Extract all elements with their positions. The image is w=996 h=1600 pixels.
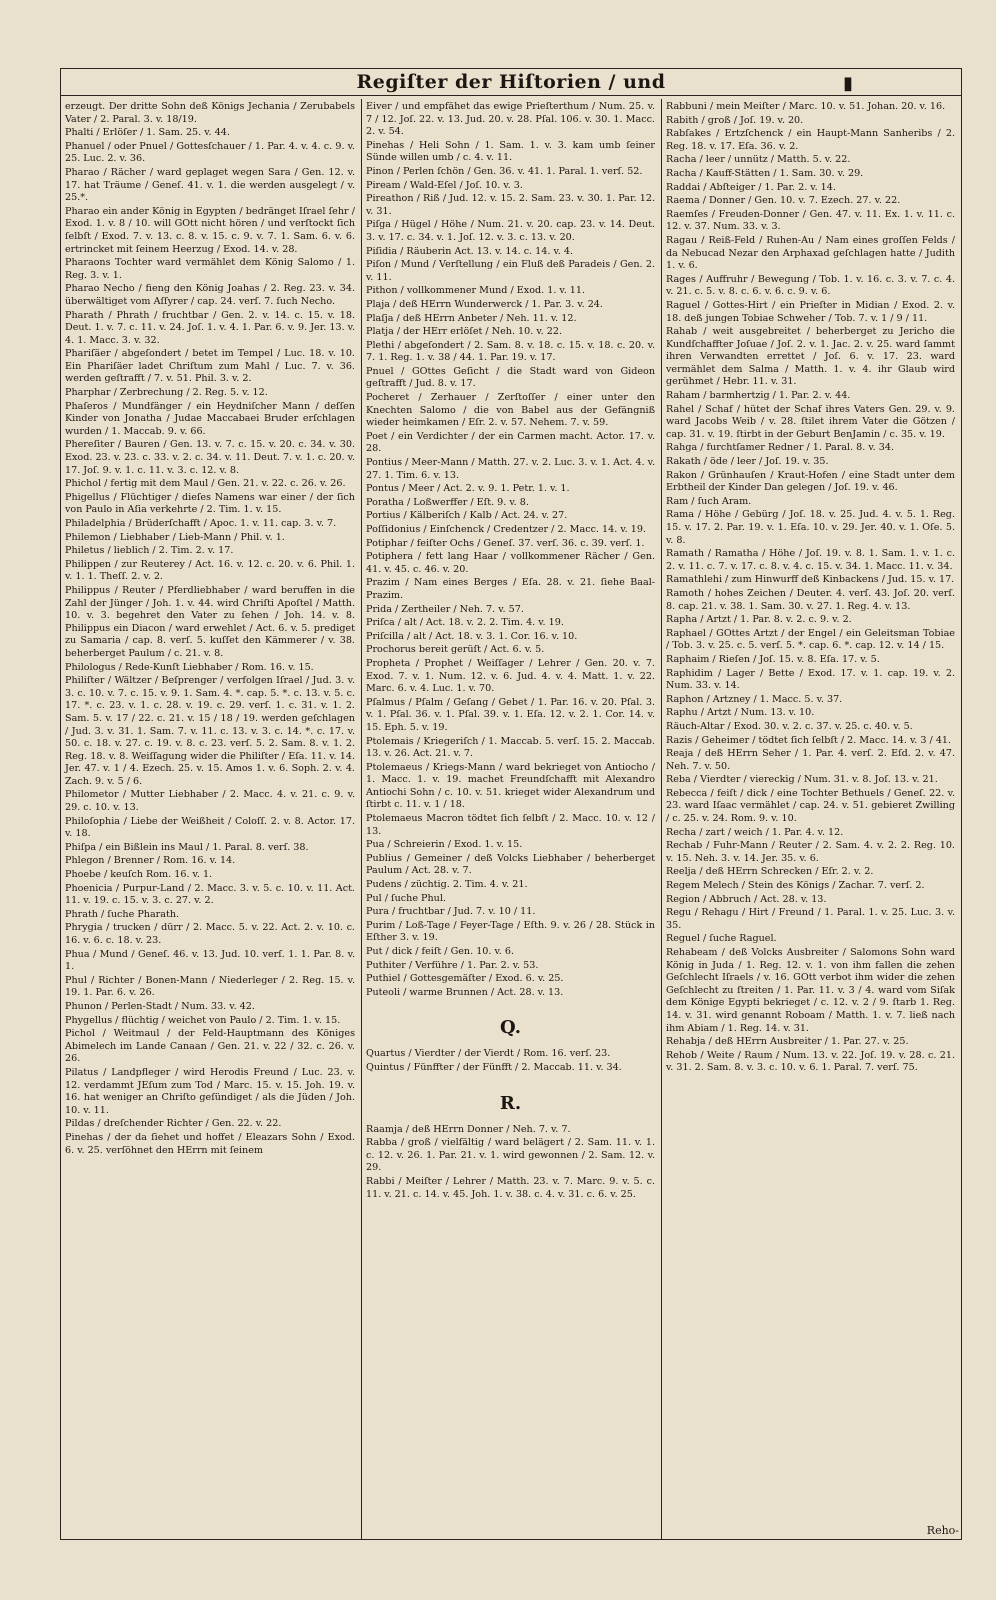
register-entry: Purim / Loß-Tage / Feyer-Tage / Eſth. 9. v. 26 / 28. Stück in Eſther 3. v. 19. (366, 919, 655, 944)
register-entry: Pharath / Phrath / fruchtbar / Gen. 2. v. 14. c. 15. v. 18. Deut. 1. v. 7. c. 11. v. 24. Joſ. 1. v. 4. 1. Par. 6. v. 9. Jer. 13. v. 4. 1. Macc. 3. v. 32. (65, 309, 355, 346)
register-entry: Region / Abbruch / Act. 28. v. 13. (666, 893, 827, 905)
register-entry: Pua / Schreierin / Exod. 1. v. 15. (366, 839, 523, 851)
register-entry: Pontius / Meer-Mann / Matth. 27. v. 2. Luc. 3. v. 1. Act. 4. v. 27. 1. Tim. 6. v. 13. (366, 457, 655, 481)
register-entry: Pharao ein ander König in Egypten / bedränget Iſrael ſehr / Exod. 1. v. 8 / 10. will GOtt nicht hören / und verſtockt ſich ſelbſt / Exod. 7. v. 13. c. 8. v. 15. c. 9. v. 7. 1. Sam. 6. v. 6. ertrincket mit ſeinem Heerzug / Exod. 14. v. 28. (65, 205, 355, 255)
register-entry: Priſca / alt / Act. 18. v. 2. 2. Tim. 4. v. 19. (366, 617, 564, 629)
register-entry: Philiſter / Wältzer / Beſprenger / verfolgen Iſrael / Jud. 3. v. 3. c. 10. v. 7. c. 15. v. 9. 1. Sam. 4. *. cap. 5. *. c. 13. v. 5. c. 17. *. c. 23. v. 1. c. 28. v. 19. c. 29. verſ. 1. c. 31. v. 1. 2. Sam. 5. v. 17 / 22. c. 21. v. 15 / 18 / 19. werden geſchlagen / Jud. 3. v. 31. 1. Sam. 7. v. 11. c. 13. v. 3. c. 14. *. c. 17. v. 50. c. 18. v. 27. c. 19. v. 8. c. 23. verſ. 5. 2. Sam. 8. v. 1. 2. Reg. 18. v. 8. Weiſſagung wider die Philiſter / Eſa. 11. v. 14. Jer. 47. v. 1 / 4. Ezech. 25. v. 15. Amos 1. v. 6. Soph. 2. v. 4. Zach. 9. v. 5 / 6. (65, 675, 355, 787)
register-entry: Racha / leer / unnütz / Matth. 5. v. 22. (666, 154, 851, 166)
register-entry: Raamja / deß HErrn Donner / Neh. 7. v. 7. (366, 1123, 571, 1135)
register-entry: Pharao Necho / fieng den König Joahas / 2. Reg. 23. v. 34. überwältiget vom Aſſyrer / cap. 24. verſ. 7. ſuch Necho. (65, 283, 355, 307)
register-entry: Puteoli / warme Brunnen / Act. 28. v. 13. (366, 986, 564, 998)
column-1 (61, 99, 359, 1539)
register-entry: Rakath / öde / leer / Joſ. 19. v. 35. (666, 456, 829, 468)
register-entry: Philometor / Mutter Liebhaber / 2. Macc. 4. v. 21. c. 9. v. 29. c. 10. v. 13. (65, 789, 355, 814)
register-entry: Ptolemaeus Macron tödtet ſich ſelbſt / 2. Macc. 10. v. 12 / 13. (366, 813, 655, 837)
register-entry: Reba / Vierdter / viereckig / Num. 31. v. 8. Joſ. 13. v. 21. (666, 774, 938, 786)
register-entry: Pocheret / Zerhauer / Zerſtoſſer / einer unter den Knechten Salomo / die von Babel aus der Gefängniß wieder heimkamen / Eſr. 2. v. 57. Nehem. 7. v. 59. (366, 392, 655, 429)
register-entry: Philologus / Rede-Kunſt Liebhaber / Rom. 16. v. 15. (65, 661, 314, 673)
register-entry: Phua / Mund / Geneſ. 46. v. 13. Jud. 10. verſ. 1. 1. Par. 8. v. 1. (65, 948, 355, 973)
register-columns (61, 99, 961, 1539)
register-entry: Ramathlehi / zum Hinwurff deß Kinbackens / Jud. 15. v. 17. (666, 574, 955, 586)
register-entry: Prazim / Nam eines Berges / Eſa. 28. v. 21. ſiehe Baal-Prazim. (366, 577, 655, 601)
register-entry: Regu / Rehagu / Hirt / Freund / 1. Paral. 1. v. 25. Luc. 3. v. 35. (666, 907, 955, 931)
register-entry: Piream / Wald-Eſel / Joſ. 10. v. 3. (366, 179, 523, 191)
register-entry: Ram / ſuch Aram. (666, 495, 752, 507)
register-entry: Pinehas / der da ſiehet und hoffet / Eleazars Sohn / Exod. 6. v. 25. verſöhnet den HErrn mit ſeinem (65, 1131, 355, 1156)
register-entry: Quartus / Vierdter / der Vierdt / Rom. 16. verſ. 23. (366, 1048, 611, 1060)
register-entry: Reelja / deß HErrn Schrecken / Eſr. 2. v. 2. (666, 866, 874, 878)
register-entry: Potiphera / fett lang Haar / vollkommener Rächer / Gen. 41. v. 45. c. 46. v. 20. (366, 551, 655, 575)
register-entry: Poet / ein Verdichter / der ein Carmen macht. Actor. 17. v. 28. (366, 430, 655, 455)
register-entry: Raema / Donner / Gen. 10. v. 7. Ezech. 27. v. 22. (666, 195, 901, 207)
column-2 (361, 99, 659, 1539)
page-frame (60, 68, 962, 1540)
register-entry: Pharao / Rächer / ward geplaget wegen Sara / Gen. 12. v. 17. hat Träume / Geneſ. 41. v. 1. die werden ausgelegt / v. 25.*. (65, 166, 355, 204)
register-entry: Pontus / Meer / Act. 2. v. 9. 1. Petr. 1. v. 1. (366, 483, 570, 495)
register-entry: Rahel / Schaf / hütet der Schaf ihres Vaters Gen. 29. v. 9. ward Jacobs Weib / v. 28. ſtilet ihrem Vater die Götzen / cap. 31. v. 19. ſtirbt in der Geburt BenJamin / c. 35. v. 19. (666, 403, 955, 440)
register-entry: Puthiter / Verführe / 1. Par. 2. v. 53. (366, 959, 539, 971)
register-entry: Plaja / deß HErrn Wunderwerck / 1. Par. 3. v. 24. (366, 298, 603, 310)
register-entry: Phichol / fertig mit dem Maul / Gen. 21. v. 22. c. 26. v. 26. (65, 478, 346, 490)
register-entry: Phrygia / trucken / dürr / 2. Macc. 5. v. 22. Act. 2. v. 10. c. 16. v. 6. c. 18. v. 23. (65, 922, 355, 946)
register-entry: Propheta / Prophet / Weiſſager / Lehrer / Gen. 20. v. 7. Exod. 7. v. 1. Num. 12. v. 6. Jud. 4. v. 4. Matt. 1. v. 22. Marc. 6. v. 4. Luc. 1. v. 70. (366, 657, 655, 695)
column-3 (661, 99, 959, 1539)
register-entry: Raguel / Gottes-Hirt / ein Prieſter in Midian / Exod. 2. v. 18. deß jungen Tobiae Schweher / Tob. 7. v. 1 / 9 / 11. (666, 299, 955, 324)
register-entry: Put / dick / feiſt / Gen. 10. v. 6. (366, 946, 515, 957)
register-entry: Rabba / groß / vielfältig / ward belägert / 2. Sam. 11. v. 1. c. 12. v. 26. 1. Par. 21. v. 1. wird gewonnen / 2. Sam. 12. v. 29. (366, 1137, 655, 1174)
register-entry: Platja / der HErr erlöſet / Neh. 10. v. 22. (366, 326, 562, 338)
register-entry: Pichol / Weitmaul / der Feld-Hauptmann des Königes Abimelech im Lande Canaan / Gen. 21. v. 22 / 32. c. 26. v. 26. (65, 1028, 355, 1065)
register-entry: Pinon / Perlen ſchön / Gen. 36. v. 41. 1. Paral. 1. verſ. 52. (366, 165, 643, 177)
register-entry: Pſalmus / Pſalm / Geſang / Gebet / 1. Par. 16. v. 20. Pſal. 3. v. 1. Pſal. 36. v. 1. Pſal. 39. v. 1. Eſa. 12. v. 2. 1. Cor. 14. v. 15. Eph. 5. v. 19. (366, 696, 655, 733)
register-entry: Pharaons Tochter ward vermählet dem König Salomo / 1. Reg. 3. v. 1. (65, 257, 355, 281)
register-entry: Plaſja / deß HErrn Anbeter / Neh. 11. v. 12. (366, 312, 577, 324)
register-entry: Rahga / furchtſamer Redner / 1. Paral. 8. v. 34. (666, 442, 895, 454)
register-entry: Rabith / groß / Joſ. 19. v. 20. (666, 114, 804, 126)
register-entry: Regem Melech / Stein des Königs / Zachar. 7. verſ. 2. (666, 880, 925, 892)
register-entry: Rabbuni / mein Meiſter / Marc. 10. v. 51. Johan. 20. v. 16. (666, 101, 946, 112)
register-entry: Portius / Kälberiſch / Kalb / Act. 24. v. 27. (366, 510, 568, 522)
register-entry: Raphaim / Rieſen / Joſ. 15. v. 8. Eſa. 17. v. 5. (666, 653, 880, 665)
register-entry: Ramath / Ramatha / Höhe / Joſ. 19. v. 8. 1. Sam. 1. v. 1. c. 2. v. 11. c. 7. v. 17. c. 8. v. 4. c. 15. v. 34. 1. Macc. 11. v. 34. (666, 548, 955, 572)
register-entry: Phul / Richter / Bonen-Mann / Niederleger / 2. Reg. 15. v. 19. 1. Par. 6. v. 26. (65, 974, 355, 999)
register-entry: Pithon / vollkommener Mund / Exod. 1. v. 11. (366, 285, 586, 297)
register-entry: Philoſophia / Liebe der Weißheit / Coloſſ. 2. v. 8. Actor. 17. v. 18. (65, 815, 355, 840)
register-entry: Reaja / deß HErrn Seher / 1. Par. 4. verſ. 2. Eſd. 2. v. 47. Neh. 7. v. 50. (666, 748, 955, 772)
register-entry: Prida / Zertheiler / Neh. 7. v. 57. (366, 603, 524, 615)
catchword: Reho- (926, 1524, 959, 1537)
register-entry: Pura / fruchtbar / Jud. 7. v. 10 / 11. (366, 906, 536, 918)
register-entry: Phiſpa / ein Bißlein ins Maul / 1. Paral. 8. verſ. 38. (65, 841, 309, 853)
register-entry: Phrath / ſuche Pharath. (65, 908, 180, 920)
register-entry: Rakon / Grünhauſen / Kraut-Hofen / eine Stadt unter dem Erbtheil der Kinder Dan gelegen / Joſ. 19. v. 46. (666, 469, 955, 494)
register-entry: Rahab / weit ausgebreitet / beherberget zu Jericho die Kundſchaffter Joſuae / Joſ. 2. v. 1. Jac. 2. v. 25. ward ſammt ihren Verwandten errettet / Joſ. 6. v. 17. 23. ward vermählet dem Salma / Matth. 1. v. 4. ihr Glaub wird gerühmet / Hebr. 11. v. 31. (666, 326, 955, 388)
register-entry: Reguel / ſuche Raguel. (666, 933, 777, 945)
register-entry: Philetus / lieblich / 2. Tim. 2. v. 17. (65, 545, 234, 557)
register-entry: Phygellus / flüchtig / weichet von Paulo / 2. Tim. 1. v. 15. (65, 1014, 341, 1026)
register-entry: Rages / Auffruhr / Bewegung / Tob. 1. v. 16. c. 3. v. 7. c. 4. v. 21. c. 5. v. 8. c. 6. v. 6. c. 9. v. 6. (666, 273, 955, 298)
register-entry: Plethi / abgeſondert / 2. Sam. 8. v. 18. c. 15. v. 18. c. 20. v. 7. 1. Reg. 1. v. 38 / 44. 1. Par. 19. v. 17. (366, 339, 655, 364)
register-entry: Phariſäer / abgeſondert / betet im Tempel / Luc. 18. v. 10. Ein Phariſäer ladet Chriſtum zum Mahl / Luc. 7. v. 36. werden geſtrafft / 7. v. 51. Phil. 3. v. 2. (65, 348, 355, 385)
register-entry: Raphon / Artzney / 1. Macc. 5. v. 37. (666, 693, 843, 705)
register-entry: Raphidim / Lager / Bette / Exod. 17. v. 1. cap. 19. v. 2. Num. 33. v. 14. (666, 667, 955, 692)
register-entry: Pul / ſuche Phul. (366, 892, 446, 904)
register-entry: Potiphar / feiſter Ochs / Geneſ. 37. verſ. 36. c. 39. verſ. 1. (366, 537, 645, 549)
register-entry: Poratha / Loßwerffer / Eſt. 9. v. 8. (366, 496, 529, 508)
register-entry: Ramoth / hohes Zeichen / Deuter. 4. verſ. 43. Joſ. 20. verſ. 8. cap. 21. v. 38. 1. Sam. 30. v. 27. 1. Reg. 4. v. 13. (666, 587, 955, 612)
register-entry: Pnuel / GOttes Geſicht / die Stadt ward von Gideon geſtrafft / Jud. 8. v. 17. (366, 365, 655, 390)
register-entry: Priſcilla / alt / Act. 18. v. 3. 1. Cor. 16. v. 10. (366, 630, 578, 642)
register-entry: Philadelphia / Brüderſchafft / Apoc. 1. v. 11. cap. 3. v. 7. (65, 518, 337, 529)
register-entry: Rehabja / deß HErrn Ausbreiter / 1. Par. 27. v. 25. (666, 1036, 909, 1048)
register-entry: Piſon / Mund / Verſtellung / ein Fluß deß Paradeis / Gen. 2. v. 11. (366, 259, 655, 283)
register-entry: Racha / Kauff-Stätten / 1. Sam. 30. v. 29. (666, 167, 864, 179)
register-entry: Raham / barmhertzig / 1. Par. 2. v. 44. (666, 390, 851, 402)
register-entry: Recha / zart / weich / 1. Par. 4. v. 12. (666, 826, 844, 838)
register-entry: Ptolemais / Kriegeriſch / 1. Maccab. 5. verſ. 15. 2. Maccab. 13. v. 26. Act. 21. v. 7. (366, 735, 655, 760)
register-entry: Phereſiter / Bauren / Gen. 13. v. 7. c. 15. v. 20. c. 34. v. 30. Exod. 23. v. 23. c. 33. v. 2. c. 34. v. 11. Deut. 7. v. 1. c. 20. v. 17. Joſ. 9. v. 1. c. 11. v. 3. c. 12. v. 8. (65, 439, 355, 476)
register-entry: Philippen / zur Reuterey / Act. 16. v. 12. c. 20. v. 6. Phil. 1. v. 1. 1. Theſſ. 2. v. 2. (65, 558, 355, 583)
register-entry: Eiver / und empfähet das ewige Prieſterthum / Num. 25. v. 7 / 12. Joſ. 22. v. 13. Jud. 20. v. 28. Pſal. 106. v. 30. 1. Macc. 2. v. 54. (366, 101, 655, 138)
register-entry: Raphael / GOttes Artzt / der Engel / ein Geleitsman Tobiae / Tob. 3. v. 25. c. 5. verſ. 5. *. cap. 6. *. cap. 12. v. 14 / 15. (666, 627, 955, 652)
register-entry: Quintus / Fünffter / der Fünfft / 2. Maccab. 11. v. 34. (366, 1061, 622, 1073)
register-entry: Phigellus / Flüchtiger / dieſes Namens war einer / der ſich von Paulo in Aſia verkehrte / 2. Tim. 1. v. 15. (65, 491, 355, 516)
register-entry: Rebecca / feiſt / dick / eine Tochter Bethuels / Geneſ. 22. v. 23. ward Iſaac vermählet / cap. 24. v. 51. gebieret Zwilling / c. 25. v. 24. Rom. 9. v. 10. (666, 787, 955, 825)
register-entry: Räuch-Altar / Exod. 30. v. 2. c. 37. v. 25. c. 40. v. 5. (666, 720, 913, 732)
register-entry: Phaſeros / Mundfänger / ein Heydniſcher Mann / deſſen Kinder von Jonatha / Judae Maccabaei Bruder erſchlagen wurden / 1. Maccab. 9. v. 66. (65, 400, 355, 437)
register-entry: Ragau / Reiß-Feld / Ruhen-Au / Nam eines groſſen Felds / da Nebucad Nezar den Arphaxad geſchlagen hatte / Judith 1. v. 6. (666, 234, 955, 272)
section-letter: R. (499, 1092, 522, 1114)
register-entry: Pireathon / Riß / Jud. 12. v. 15. 2. Sam. 23. v. 30. 1. Par. 12. v. 31. (366, 193, 655, 217)
register-entry: Publius / Gemeiner / deß Volcks Liebhaber / beherberget Paulum / Act. 28. v. 7. (366, 852, 655, 877)
register-entry: Rabſakes / Ertzſchenck / ein Haupt-Mann Sanheribs / 2. Reg. 18. v. 17. Eſa. 36. v. 2. (666, 128, 955, 152)
register-entry: Puthiel / Gottesgemäſter / Exod. 6. v. 25. (366, 973, 564, 985)
register-entry: Phunon / Perlen-Stadt / Num. 33. v. 42. (65, 1000, 255, 1012)
register-entry: Phlegon / Brenner / Rom. 16. v. 14. (65, 855, 236, 867)
register-entry: Phanuel / oder Pnuel / Gottesſchauer / 1. Par. 4. v. 4. c. 9. v. 25. Luc. 2. v. 36. (65, 140, 355, 165)
register-entry: Phoebe / keuſch Rom. 16. v. 1. (65, 869, 213, 881)
ink-blot-icon: ▮ (843, 73, 853, 94)
register-entry: Rechab / Fuhr-Mann / Reuter / 2. Sam. 4. v. 2. 2. Reg. 10. v. 15. Neh. 3. v. 14. Jer. 35. v. 6. (666, 840, 955, 864)
register-entry: Philippus / Reuter / Pferdliebhaber / ward beruffen in die Zahl der Jünger / Joh. 1. v. 44. wird Chriſti Apoſtel / Matth. 10. v. 3. begehret den Vater zu ſehen / Joh. 14. v. 8. Philippus ein Diacon / ward erwehlet / Act. 6. v. 5. prediget zu Samaria / cap. 8. verſ. 5. kuſſet den Kämmerer / v. 38. beherberget Paulum / c. 21. v. 8. (65, 584, 355, 659)
section-letter: Q. (499, 1017, 522, 1039)
register-entry: erzeugt. Der dritte Sohn deß Königs Jechania / Zerubabels Vater / 2. Paral. 3. v. 18/19. (65, 101, 355, 125)
register-entry: Pildas / dreſchender Richter / Gen. 22. v. 22. (65, 1118, 282, 1130)
register-entry: Raemſes / Freuden-Donner / Gen. 47. v. 11. Ex. 1. v. 11. c. 12. v. 37. Num. 33. v. 3. (666, 208, 955, 233)
register-entry: Rehabeam / deß Volcks Ausbreiter / Salomons Sohn ward König in Juda / 1. Reg. 12. v. 1. von ihm fallen die zehen Geſchlecht Iſraels / v. 16. GOtt verbot ihm wider die zehen Geſchlecht zu ſtreiten / 1. Par. 11. v. 3 / 4. ward vom Siſak dem Könige Egypti bekrieget / c. 12. v. 2 / 9. ſtarb 1. Reg. 14. v. 31. wird genannt Roboam / Matth. 1. v. 7. ließ nach ihm Abiam / 1. Reg. 14. v. 31. (666, 947, 955, 1034)
register-entry: Poſſidonius / Einſchenck / Credentzer / 2. Macc. 14. v. 19. (366, 524, 646, 535)
register-entry: Pudens / züchtig. 2. Tim. 4. v. 21. (366, 879, 528, 891)
register-entry: Razis / Geheimer / tödtet ſich ſelbſt / 2. Macc. 14. v. 3 / 41. (666, 734, 952, 746)
register-entry: Pharphar / Zerbrechung / 2. Reg. 5. v. 12. (65, 387, 268, 399)
register-entry: Rapha / Artzt / 1. Par. 8. v. 2. c. 9. v. 2. (666, 614, 852, 626)
register-entry: Rama / Höhe / Gebürg / Joſ. 18. v. 25. Jud. 4. v. 5. 1. Reg. 15. v. 17. 2. Par. 19. v. 1. Eſa. 10. v. 29. Jer. 40. v. 1. Oſe. 5. v. 8. (666, 509, 955, 546)
register-entry: Ptolemaeus / Kriegs-Mann / ward bekrieget von Antiocho / 1. Macc. 1. v. 19. machet Freundſchafft mit Alexandro Antiochi Sohn / c. 10. v. 51. krieget wider Alexandrum und ſtirbt c. 11. v. 1 / 18. (366, 761, 655, 811)
header-rule (61, 95, 961, 96)
register-entry: Rehob / Weite / Raum / Num. 13. v. 22. Joſ. 19. v. 28. c. 21. v. 31. 2. Sam. 8. v. 3. c. 10. v. 6. 1. Paral. 7. verſ. 75. (666, 1049, 955, 1074)
register-entry: Pilatus / Landpfleger / wird Herodis Freund / Luc. 23. v. 12. verdammt JEſum zum Tod / Marc. 15. v. 15. Joh. 19. v. 16. hat weniger an Chriſto geſündiget / als die Jüden / Joh. 10. v. 11. (65, 1066, 355, 1116)
register-entry: Piſidia / Räuberin Act. 13. v. 14. c. 14. v. 4. (366, 245, 574, 257)
register-entry: Piſga / Hügel / Höhe / Num. 21. v. 20. cap. 23. v. 14. Deut. 3. v. 17. c. 34. v. 1. Joſ. 12. v. 3. c. 13. v. 20. (366, 219, 655, 243)
register-entry: Rabbi / Meiſter / Lehrer / Matth. 23. v. 7. Marc. 9. v. 5. c. 11. v. 21. c. 14. v. 45. Joh. 1. v. 38. c. 4. v. 31. c. 6. v. 25. (366, 1175, 655, 1200)
register-entry: Philemon / Liebhaber / Lieb-Mann / Phil. v. 1. (65, 531, 285, 543)
running-head: Regiſter der Hiſtorien / und (356, 71, 666, 93)
register-entry: Raphu / Artzt / Num. 13. v. 10. (666, 707, 815, 719)
register-entry: Prochorus bereit gerüſt / Act. 6. v. 5. (366, 644, 545, 656)
register-entry: Phoenicia / Purpur-Land / 2. Macc. 3. v. 5. c. 10. v. 11. Act. 11. v. 19. c. 15. v. 3. c. 27. v. 2. (65, 882, 355, 907)
register-entry: Pinehas / Heli Sohn / 1. Sam. 1. v. 3. kam umb ſeiner Sünde willen umb / c. 4. v. 11. (366, 139, 655, 164)
register-entry: Raddai / Abſteiger / 1. Par. 2. v. 14. (666, 181, 836, 193)
register-entry: Phalti / Erlöſer / 1. Sam. 25. v. 44. (65, 127, 230, 139)
